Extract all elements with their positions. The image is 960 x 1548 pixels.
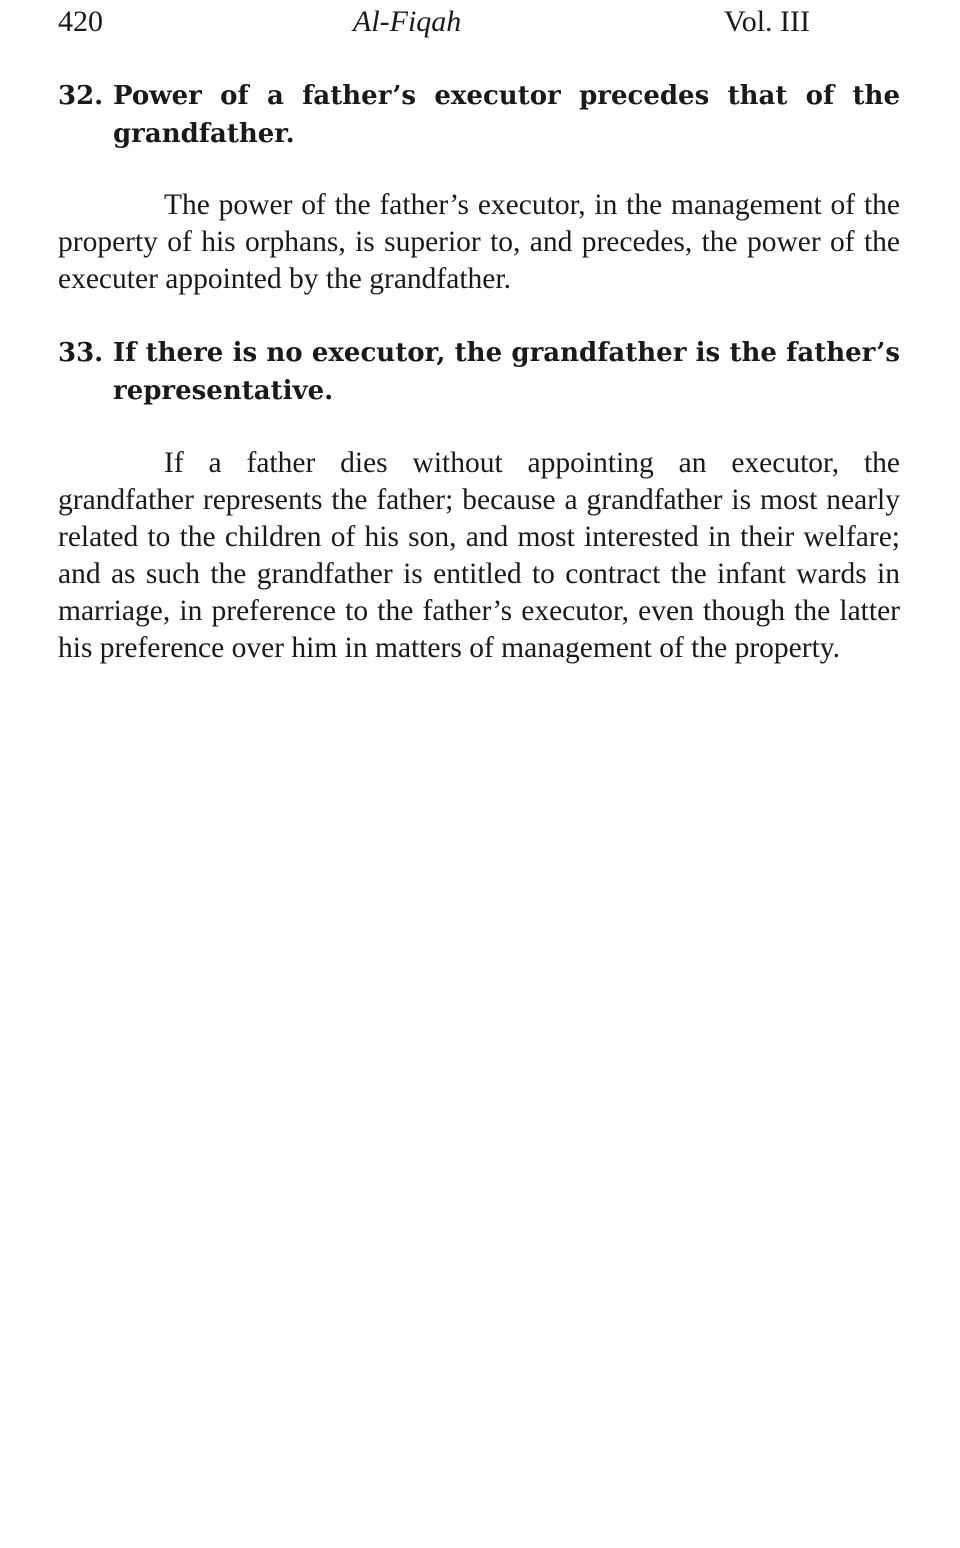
section-heading <box>58 334 900 410</box>
section-heading-text: If there is no executor, the grandfather is the father’s representative. <box>113 338 900 406</box>
section-heading <box>58 77 900 153</box>
running-header <box>58 2 810 42</box>
section-33 <box>58 334 900 667</box>
section-heading-text: Power of a father’s executor precedes that of the grandfather. <box>113 81 900 149</box>
section-32 <box>58 77 900 298</box>
volume-label: Vol. III <box>723 5 810 38</box>
section-number: 32. <box>58 81 104 111</box>
section-number: 33. <box>58 338 104 368</box>
section-paragraph: If a father dies without appointing an executor, the grandfather represents the father; because a grandfather is most nearly related to the children of his son, and most interested in their welfare; and as such the grandfather is entitled to contract the infant wards in marriage, in preference to the father’s executor, even though the latter his preference over him in matters of management of the property. <box>58 447 900 664</box>
section-paragraph: The power of the father’s executor, in the management of the property of his orphans, is superior to, and precedes, the power of the executer appointed by the grandfather. <box>58 189 900 295</box>
page-number: 420 <box>58 5 103 38</box>
book-title: Al-Fiqah <box>353 5 462 38</box>
